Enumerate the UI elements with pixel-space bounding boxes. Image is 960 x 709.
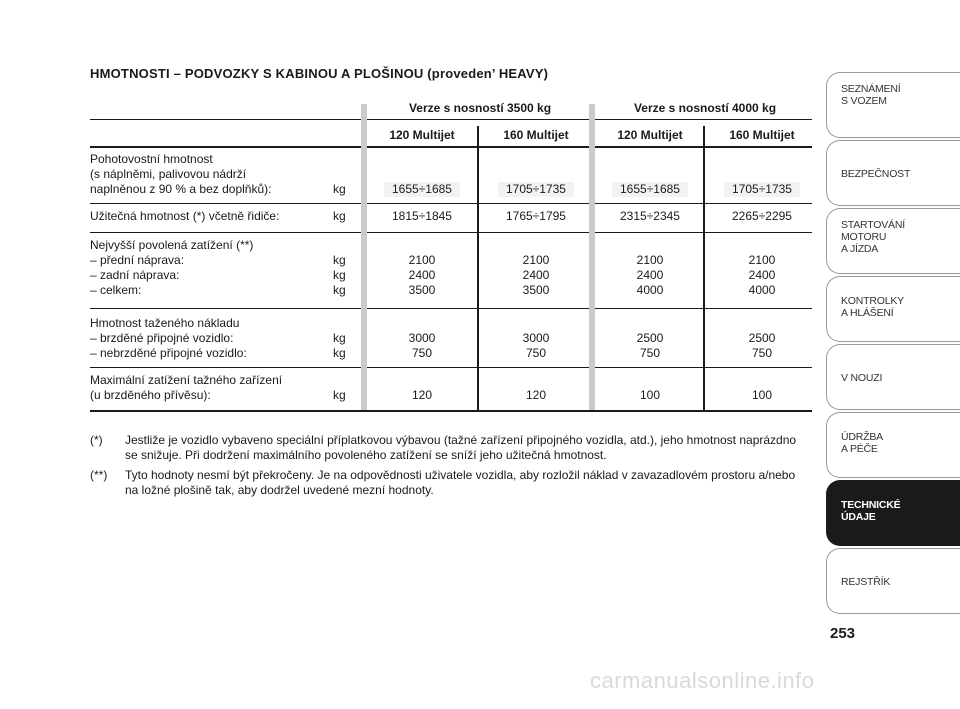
table-cell: 120 <box>411 388 433 402</box>
tab-v-nouzi[interactable]: V NOUZI <box>826 344 960 410</box>
table-cell: 2500 750 <box>748 331 776 360</box>
watermark: carmanualsonline.info <box>590 668 815 693</box>
table-cell: 2100 2400 4000 <box>636 253 664 297</box>
column-header: 160 Multijet <box>729 128 795 142</box>
unit-label: kg <box>333 388 346 402</box>
footnote <box>90 433 802 463</box>
table-cell: 1765÷1795 <box>506 209 566 223</box>
table-cell: 2500 750 <box>636 331 664 360</box>
table-cell: 100 <box>639 388 661 402</box>
row-label: Maximální zatížení tažného zařízení (u brzděného přívěsu): <box>90 373 283 402</box>
row-label: Užitečná hmotnost (*) včetně řidiče: <box>90 209 280 223</box>
footnote-mark: (**) <box>90 468 108 482</box>
unit-label: kg <box>333 182 346 196</box>
table-cell: 2100 2400 3500 <box>522 253 550 297</box>
footnote-text: Tyto hodnoty nesmí být překročeny. Je na odpovědnosti uživatele vozidla, aby rozložil náklad v zavazadlovém prostoru a/nebo na ložné plošině tak, aby dodržel uvedené mezní hodnoty. <box>125 468 796 497</box>
unit-label: kg <box>333 209 346 223</box>
table-cell: 2100 2400 3500 <box>408 253 436 297</box>
table-cell: 1705÷1735 <box>707 182 817 197</box>
tab-rejstrik[interactable]: REJSTŘÍK <box>826 548 960 614</box>
tab-kontrolky[interactable]: KONTROLKY A HLÁŠENÍ <box>826 276 960 342</box>
tab-technicke-udaje[interactable]: TECHNICKÉ ÚDAJE <box>826 480 960 546</box>
row-label: Pohotovostní hmotnost (s náplněmi, palivovou nádrží naplněnou z 90 % a bez doplňků): <box>90 152 272 196</box>
row-label: Nejvyšší povolená zatížení (**) – přední náprava: – zadní náprava: – celkem: <box>90 238 254 297</box>
table-cell: 1705÷1735 <box>481 182 591 197</box>
footnotes <box>90 433 802 503</box>
table-cell: 2315÷2345 <box>620 209 680 223</box>
footnote-text: Jestliže je vozidlo vybaveno speciální příplatkovou výbavou (tažné zařízení připojného vozidla, atd.), jeho hmotnost naprázdno se snižuje. Při dodržení maximálního povoleného zatížení se sníží jeho užitečná hmotnost. <box>125 433 797 462</box>
table-cell: 1815÷1845 <box>392 209 452 223</box>
table-cell: 1655÷1685 <box>595 182 705 197</box>
tab-udrzba[interactable]: ÚDRŽBA A PÉČE <box>826 412 960 478</box>
tab-bezpecnost[interactable]: BEZPEČNOST <box>826 140 960 206</box>
row-label: Hmotnost taženého nákladu – brzděné připojné vozidlo: – nebrzděné připojné vozidlo: <box>90 316 247 360</box>
table-cell: 1655÷1685 <box>367 182 477 197</box>
column-separator <box>477 126 479 412</box>
tab-seznameni[interactable]: SEZNÁMENÍ S VOZEM <box>826 72 960 138</box>
column-header: 160 Multijet <box>503 128 569 142</box>
table-cell: 3000 750 <box>522 331 550 360</box>
page-title: HMOTNOSTI – PODVOZKY S KABINOU A PLOŠINOU (proveden’ HEAVY) <box>90 66 549 81</box>
footnote-mark: (*) <box>90 433 103 447</box>
table-cell: 120 <box>525 388 547 402</box>
table-top-rule <box>90 119 812 120</box>
unit-label: kg kg <box>333 331 346 360</box>
table-cell: 3000 750 <box>408 331 436 360</box>
group-header: Verze s nosností 3500 kg <box>408 101 552 115</box>
footnote <box>90 468 802 498</box>
page-number: 253 <box>830 625 856 642</box>
column-header: 120 Multijet <box>389 128 455 142</box>
tab-startovani[interactable]: STARTOVÁNÍ MOTORU A JÍZDA <box>826 208 960 274</box>
table-cell: 100 <box>751 388 773 402</box>
column-header: 120 Multijet <box>617 128 683 142</box>
table-cell: 2100 2400 4000 <box>748 253 776 297</box>
unit-label: kg kg kg <box>333 253 346 297</box>
group-header: Verze s nosností 4000 kg <box>633 101 777 115</box>
table-cell: 2265÷2295 <box>732 209 792 223</box>
